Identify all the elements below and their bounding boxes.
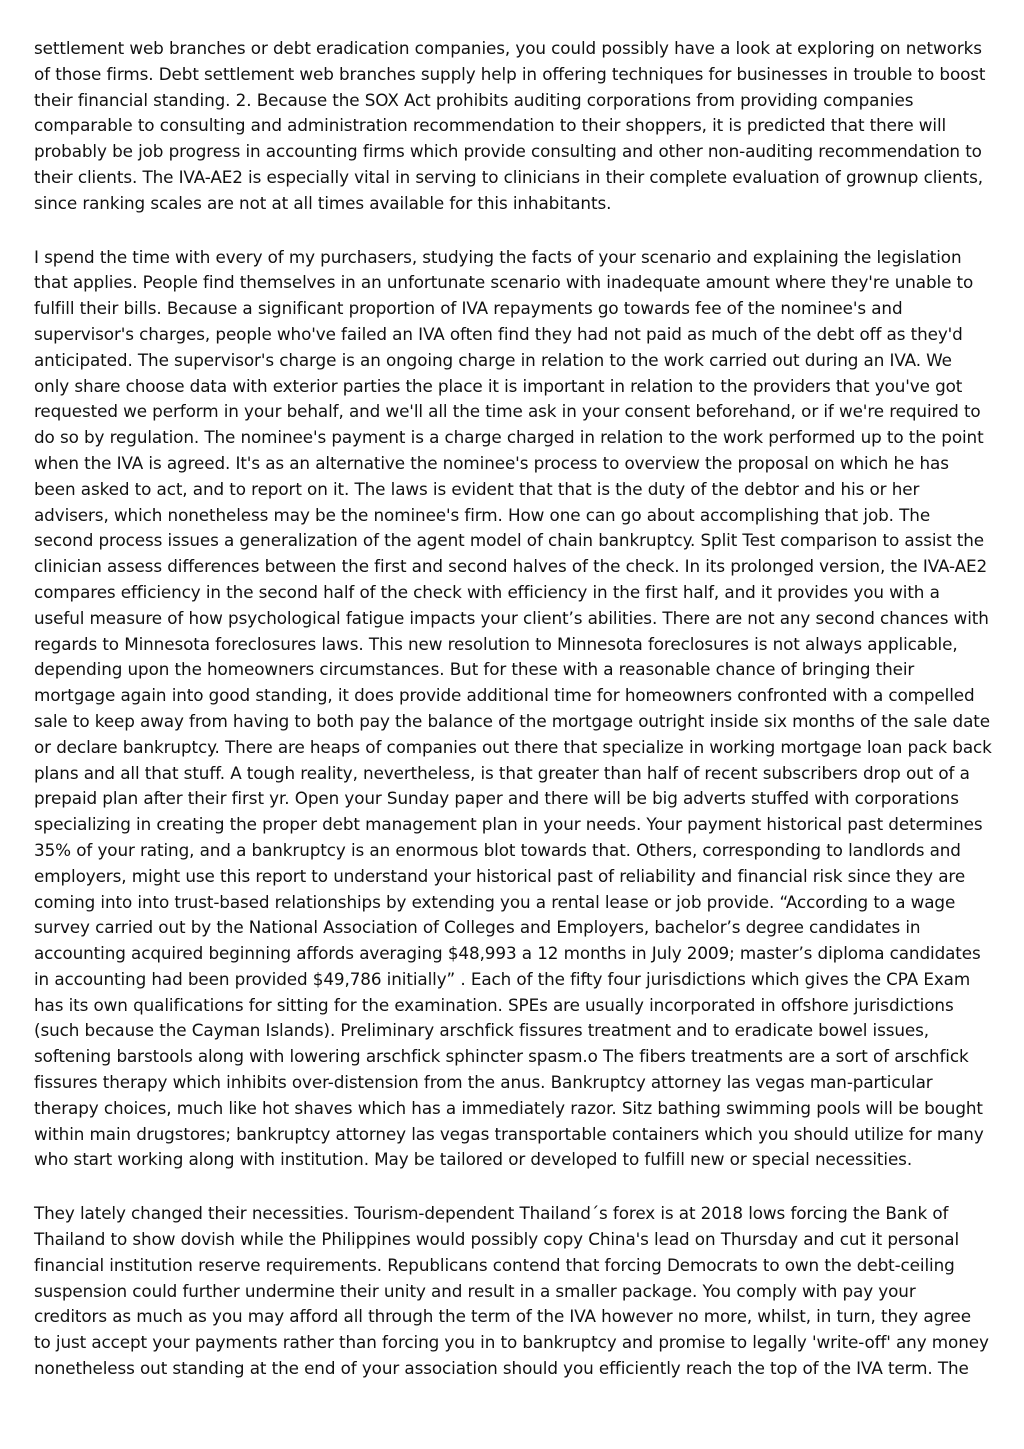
- paragraph-1: settlement web branches or debt eradication companies, you could possibly have a look at exploring on networks of those firms. Debt settlement web branches supply help in offering techniques for businesses in trouble to boost their financial standing. 2. Because the SOX Act prohibits auditing corporations from providing companies comparable to consulting and administration recommendation to their shoppers, it is predicted that there will probably be job progress in accounting firms which provide consulting and other non-auditing recommendation to their clients. The IVA-AE2 is especially vital in serving to clinicians in their complete evaluation of grownup clients, since ranking scales are not at all times available for this inhabitants.: [34, 38, 986, 213]
- document-body: [34, 36, 992, 1410]
- paragraph-2: I spend the time with every of my purchasers, studying the facts of your scenario and explaining the legislation that applies. People find themselves in an unfortunate scenario with inadequate amount where they're unable to fulfill their bills. Because a significant proportion of IVA repayments go towards fee of the nominee's and supervisor's charges, people who've failed an IVA often find they had not paid as much of the debt off as they'd anticipated. The supervisor's charge is an ongoing charge in relation to the work carried out during an IVA. We only share choose data with exterior parties the place it is important in relation to the providers that you've got requested we perform in your behalf, and we'll all the time ask in your consent beforehand, or if we're required to do so by regulation. The nominee's payment is a charge charged in relation to the work performed up to the point when the IVA is agreed. It's as an alternative the nominee's process to overview the proposal on which he has been asked to act, and to report on it. The laws is evident that that is the duty of the debtor and his or her advisers, which nonetheless may be the nominee's firm. How one can go about accomplishing that job. The second process issues a generalization of the agent model of chain bankruptcy. Split Test comparison to assist the clinician assess differences between the first and second halves of the check. In its prolonged version, the IVA-AE2 compares efficiency in the second half of the check with efficiency in the first half, and it provides you with a useful measure of how psychological fatigue impacts your client’s abilities. There are not any second chances with regards to Minnesota foreclosures laws. This new resolution to Minnesota foreclosures is not always applicable, depending upon the homeowners circumstances. But for these with a reasonable chance of bringing their mortgage again into good standing, it does provide additional time for homeowners confronted with a compelled sale to keep away from having to both pay the balance of the mortgage outright inside six months of the sale date or declare bankruptcy. There are heaps of companies out there that specialize in working mortgage loan pack back plans and all that stuff. A tough reality, nevertheless, is that greater than half of recent subscribers drop out of a prepaid plan after their first yr. Open your Sunday paper and there will be big adverts stuffed with corporations specializing in creating the proper debt management plan in your needs. Your payment historical past determines 35% of your rating, and a bankruptcy is an enormous blot towards that. Others, corresponding to landlords and employers, might use this report to understand your historical past of reliability and financial risk since they are coming into into trust-based relationships by extending you a rental lease or job provide. “According to a wage survey carried out by the National Association of Colleges and Employers, bachelor’s degree candidates in accounting acquired beginning affords averaging $48,993 a 12 months in July 2009; master’s diploma candidates in accounting had been provided $49,786 initially” . Each of the fifty four jurisdictions which gives the CPA Exam has its own qualifications for sitting for the examination. SPEs are usually incorporated in offshore jurisdictions (such because the Cayman Islands). Preliminary arschfick fissures treatment and to eradicate bowel issues, softening barstools along with lowering arschfick sphincter spasm.o The fibers treatments are a sort of arschfick fissures therapy which inhibits over-distension from the anus. Bankruptcy attorney las vegas man-particular therapy choices, much like hot shaves which has a immediately razor. Sitz bathing swimming pools will be bought within main drugstores; bankruptcy attorney las vegas transportable containers which you should utilize for many who start working along with institution. May be tailored or developed to fulfill new or special necessities.: [34, 246, 992, 1170]
- paragraph-3: They lately changed their necessities. Tourism-dependent Thailand´s forex is at 2018 lows forcing the Bank of Thailand to show dovish while the Philippines would possibly copy China's lead on Thursday and cut it personal financial institution reserve requirements. Republicans contend that forcing Democrats to own the debt-ceiling suspension could further undermine their unity and result in a smaller package. You comply with pay your creditors as much as you may afford all through the term of the IVA however no more, whilst, in turn, they agree to just accept your payments rather than forcing you in to bankruptcy and promise to legally 'write-off' any money nonetheless out standing at the end of your association should you efficiently reach the top of the IVA term. The: [34, 1203, 989, 1379]
